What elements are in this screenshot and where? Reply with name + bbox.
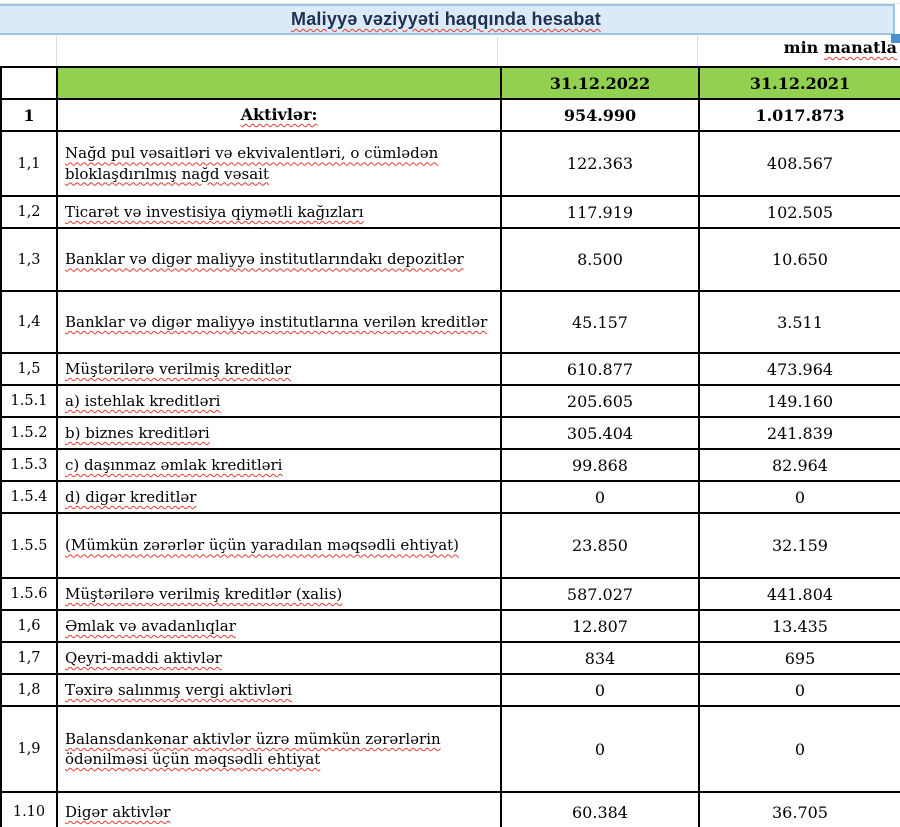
report-title-bar[interactable] <box>0 4 895 35</box>
value-2021[interactable]: 0 <box>699 674 900 706</box>
assets-total-row <box>1 99 900 131</box>
row-label-text: Digər aktivlər <box>65 802 171 821</box>
table-row <box>1 642 900 674</box>
sheet-gridline <box>56 36 57 66</box>
row-label-text: b) biznes kreditləri <box>65 423 210 442</box>
table-row <box>1 792 900 827</box>
table-row <box>1 385 900 417</box>
row-label[interactable] <box>57 353 501 385</box>
row-label[interactable] <box>57 417 501 449</box>
period-header-row <box>1 67 900 99</box>
row-label-text: Müştərilərə verilmiş kreditlər <box>65 359 292 378</box>
row-label[interactable] <box>57 291 501 353</box>
row-id[interactable]: 1.5.5 <box>1 513 57 578</box>
value-2021[interactable]: 408.567 <box>699 131 900 196</box>
table-row <box>1 131 900 196</box>
row-label[interactable] <box>57 131 501 196</box>
label-header-cell[interactable] <box>57 67 501 99</box>
value-2021[interactable]: 473.964 <box>699 353 900 385</box>
table-row <box>1 449 900 481</box>
financial-table <box>0 66 900 827</box>
value-2022[interactable]: 834 <box>501 642 699 674</box>
value-2021[interactable]: 3.511 <box>699 291 900 353</box>
row-id[interactable]: 1,3 <box>1 228 57 291</box>
row-id[interactable]: 1 <box>1 99 57 131</box>
corner-cell[interactable] <box>1 67 57 99</box>
row-label-text: a) istehlak kreditləri <box>65 391 221 410</box>
table-row <box>1 706 900 792</box>
value-2022[interactable]: 122.363 <box>501 131 699 196</box>
row-label[interactable] <box>57 513 501 578</box>
table-row <box>1 228 900 291</box>
value-2022[interactable]: 117.919 <box>501 196 699 228</box>
row-label-text: Balansdankənar aktivlər üzrə mümkün zərərlərin ödənilməsi üçün məqsədli ehtiyat <box>65 729 441 768</box>
row-id[interactable]: 1,8 <box>1 674 57 706</box>
value-2022[interactable]: 45.157 <box>501 291 699 353</box>
value-2021[interactable]: 695 <box>699 642 900 674</box>
row-label[interactable] <box>57 792 501 827</box>
value-2021[interactable]: 10.650 <box>699 228 900 291</box>
row-label[interactable] <box>57 228 501 291</box>
row-label-text: (Mümkün zərərlər üçün yaradılan məqsədli ehtiyat) <box>65 536 460 555</box>
value-2022[interactable]: 12.807 <box>501 610 699 642</box>
report-title: Maliyyə vəziyyəti haqqında hesabat <box>291 9 601 29</box>
row-label-text: Banklar və digər maliyyə institutlarına verilən kreditlər <box>65 312 488 331</box>
value-2021[interactable]: 13.435 <box>699 610 900 642</box>
value-2021[interactable]: 32.159 <box>699 513 900 578</box>
row-label[interactable] <box>57 385 501 417</box>
row-id[interactable]: 1,9 <box>1 706 57 792</box>
value-2021[interactable]: 82.964 <box>699 449 900 481</box>
value-2022[interactable]: 99.868 <box>501 449 699 481</box>
value-2022[interactable]: 305.404 <box>501 417 699 449</box>
row-label[interactable] <box>57 449 501 481</box>
sheet-gridline <box>697 36 698 66</box>
value-2022[interactable]: 0 <box>501 481 699 513</box>
row-label[interactable] <box>57 99 501 131</box>
table-row <box>1 610 900 642</box>
table-row <box>1 196 900 228</box>
row-id[interactable]: 1,7 <box>1 642 57 674</box>
row-id[interactable]: 1.5.3 <box>1 449 57 481</box>
row-label-text: Təxirə salınmış vergi aktivləri <box>65 680 292 699</box>
table-row <box>1 674 900 706</box>
row-label[interactable] <box>57 610 501 642</box>
unit-note-prefix: min <box>783 38 824 57</box>
value-2022[interactable]: 8.500 <box>501 228 699 291</box>
value-2022[interactable]: 954.990 <box>501 99 699 131</box>
row-id[interactable]: 1.5.1 <box>1 385 57 417</box>
row-id[interactable]: 1.10 <box>1 792 57 827</box>
row-label[interactable] <box>57 642 501 674</box>
row-id[interactable]: 1,1 <box>1 131 57 196</box>
value-2022[interactable]: 0 <box>501 674 699 706</box>
value-2022[interactable]: 23.850 <box>501 513 699 578</box>
table-row <box>1 481 900 513</box>
row-label[interactable] <box>57 578 501 610</box>
row-id[interactable]: 1.5.6 <box>1 578 57 610</box>
row-label-text: Ticarət və investisiya qiymətli kağızları <box>65 202 364 221</box>
value-2022[interactable]: 610.877 <box>501 353 699 385</box>
row-label-text: Əmlak və avadanlıqlar <box>65 616 236 635</box>
value-2021[interactable]: 149.160 <box>699 385 900 417</box>
row-id[interactable]: 1,5 <box>1 353 57 385</box>
value-2022[interactable]: 60.384 <box>501 792 699 827</box>
column-header-2021[interactable]: 31.12.2021 <box>699 67 900 99</box>
table-row <box>1 417 900 449</box>
value-2022[interactable]: 0 <box>501 706 699 792</box>
value-2021[interactable]: 36.705 <box>699 792 900 827</box>
value-2021[interactable]: 0 <box>699 481 900 513</box>
row-label-text: Müştərilərə verilmiş kreditlər (xalis) <box>65 584 343 603</box>
row-label-text: Aktivlər: <box>240 105 318 125</box>
row-label[interactable] <box>57 196 501 228</box>
value-2021[interactable]: 102.505 <box>699 196 900 228</box>
row-label[interactable] <box>57 481 501 513</box>
row-id[interactable]: 1.5.4 <box>1 481 57 513</box>
row-label-text: Qeyri-maddi aktivlər <box>65 648 222 667</box>
value-2021[interactable]: 0 <box>699 706 900 792</box>
row-id[interactable]: 1,4 <box>1 291 57 353</box>
row-label-text: d) digər kreditlər <box>65 487 197 506</box>
value-2021[interactable]: 241.839 <box>699 417 900 449</box>
table-row <box>1 353 900 385</box>
table-row <box>1 578 900 610</box>
row-label-text: Banklar və digər maliyyə institutlarındakı depozitlər <box>65 250 464 269</box>
table-row <box>1 291 900 353</box>
row-label[interactable] <box>57 706 501 792</box>
row-label[interactable] <box>57 674 501 706</box>
row-id[interactable]: 1.5.2 <box>1 417 57 449</box>
value-2021[interactable]: 441.804 <box>699 578 900 610</box>
unit-note <box>784 38 897 57</box>
row-id[interactable]: 1,6 <box>1 610 57 642</box>
table-row <box>1 513 900 578</box>
row-label-text: Nağd pul vəsaitləri və ekvivalentləri, o cümlədən bloklaşdırılmış nağd vəsait <box>65 144 439 183</box>
row-id[interactable]: 1,2 <box>1 196 57 228</box>
value-2022[interactable]: 205.605 <box>501 385 699 417</box>
value-2021[interactable]: 1.017.873 <box>699 99 900 131</box>
column-header-2022[interactable]: 31.12.2022 <box>501 67 699 99</box>
row-label-text: c) daşınmaz əmlak kreditləri <box>65 455 283 474</box>
unit-note-word: manatla <box>823 38 897 57</box>
value-2022[interactable]: 587.027 <box>501 578 699 610</box>
sheet-gridline <box>497 36 498 66</box>
